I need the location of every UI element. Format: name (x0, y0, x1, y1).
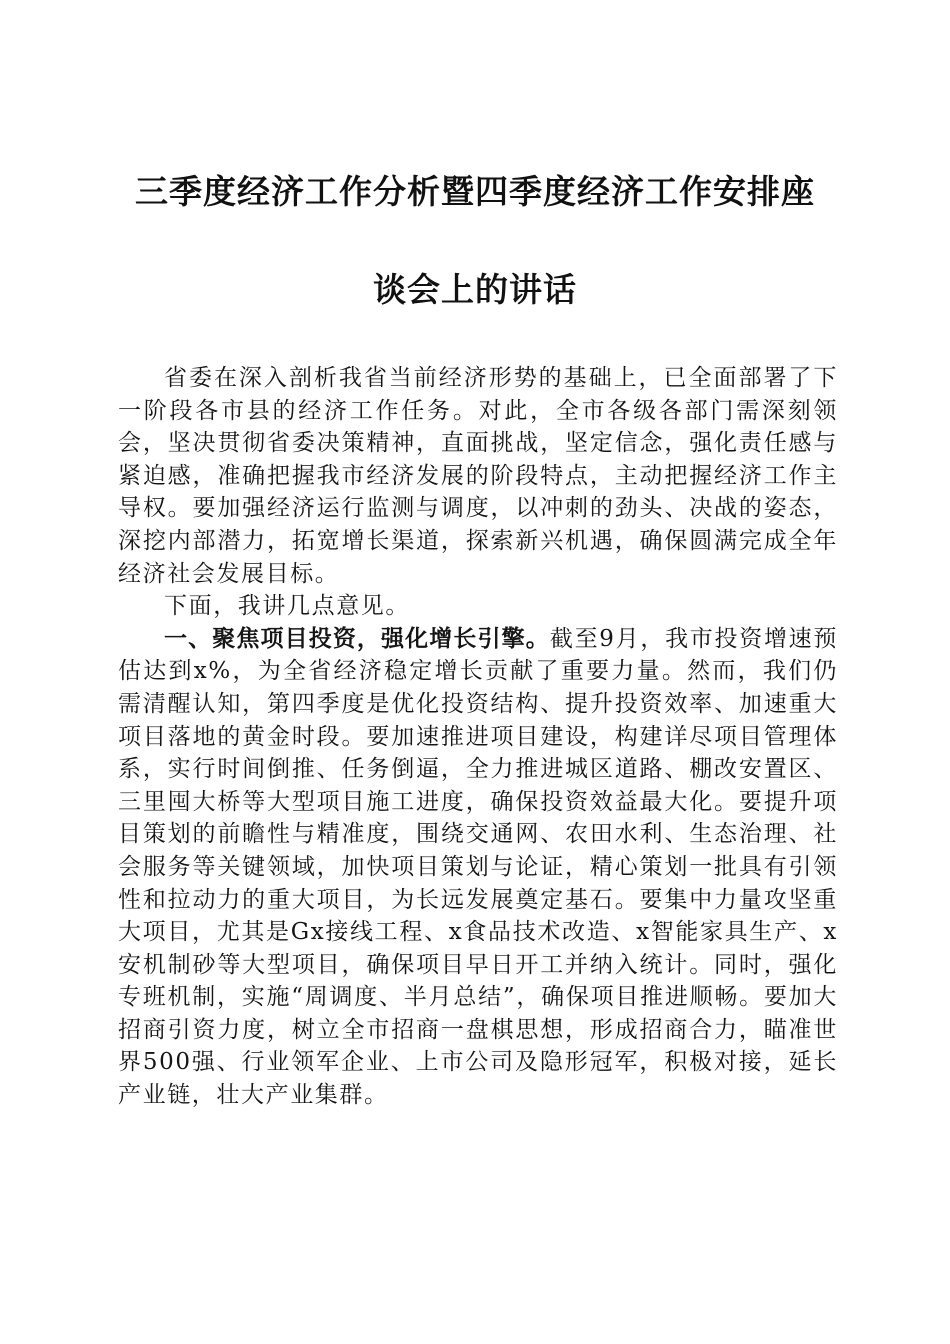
paragraph-intro: 省委在深入剖析我省当前经济形势的基础上，已全面部署了下一阶段各市县的经济工作任务。对此，全市各级各部门需深刻领会，坚决贯彻省委决策精神，直面挑战，坚定信念，强化责任感与紧迫感，准确把握我市经济发展的阶段特点，主动把握经济工作主导权。要加强经济运行监测与调度，以冲刺的劲头、决战的姿态，深挖内部潜力，拓宽增长渠道，探索新兴机遇，确保圆满完成全年经济社会发展目标。 (118, 365, 838, 587)
section-1-body: 截至9月，我市投资增速预估达到x%，为全省经济稳定增长贡献了重要力量。然而，我们仍需清醒认知，第四季度是优化投资结构、提升投资效率、加速重大项目落地的黄金时段。要加速推进项目建设，构建详尽项目管理体系，实行时间倒推、任务倒逼，全力推进城区道路、棚改安置区、三里囤大桥等大型项目施工进度，确保投资效益最大化。要提升项目策划的前瞻性与精准度，围绕交通网、农田水利、生态治理、社会服务等关键领域，加快项目策划与论证，精心策划一批具有引领性和拉动力的重大项目，为长远发展奠定基石。要集中力量攻坚重大项目，尤其是Gx接线工程、x食品技术改造、x智能家具生产、x安机制砂等大型项目，确保项目早日开工并纳入统计。同时，强化专班机制，实施“周调度、半月总结”，确保项目推进顺畅。要加大招商引资力度，树立全市招商一盘棋思想，形成招商合力，瞄准世界500强、行业领军企业、上市公司及隐形冠军，积极对接，延长产业链，壮大产业集群。 (118, 625, 838, 1109)
paragraph-transition: 下面，我讲几点意见。 (164, 593, 410, 620)
section-1-heading: 一、聚焦项目投资，强化增长引擎。 (164, 625, 550, 652)
document-title-line-1: 三季度经济工作分析暨四季度经济工作安排座 (135, 172, 815, 211)
document-title-line-2: 谈会上的讲话 (373, 270, 577, 309)
paragraph-section-1 (118, 623, 838, 1112)
document-body (118, 362, 838, 1112)
